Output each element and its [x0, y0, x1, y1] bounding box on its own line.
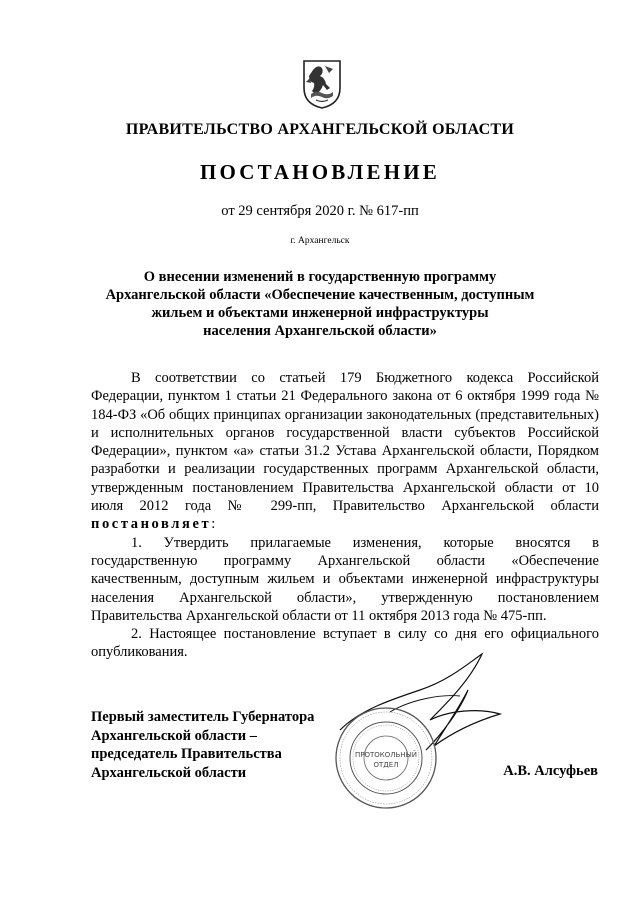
- signer-position-line: Архангельской области: [91, 764, 247, 781]
- organization-name: ПРАВИТЕЛЬСТВО АРХАНГЕЛЬСКОЙ ОБЛАСТИ: [125, 121, 515, 138]
- coat-of-arms-emblem: [301, 58, 343, 110]
- preamble-paragraph: [91, 369, 599, 534]
- seal-text: ОТДЕЛ: [373, 761, 399, 769]
- document-body: [91, 369, 599, 662]
- signer-position-line: председатель Правительства: [91, 746, 282, 762]
- clause-1-paragraph: 1. Утвердить прилагаемые изменения, которые вносятся в государственную программу Архангельской области «Обеспечение качественным, доступным жильем и объектами инженерной инфраструктуры населения Архангельской области», утвержденную постановлением Правительства Архангельской области от 11 октября 2013 года № 475-пп.: [91, 534, 599, 624]
- document-type: ПОСТАНОВЛЕНИЕ: [199, 160, 441, 184]
- title-line: населения Архангельской области»: [203, 323, 437, 339]
- title-line: жильем и объектами инженерной инфраструктуры: [151, 305, 489, 321]
- signer-name: А.В. Алсуфьев: [503, 763, 598, 779]
- clause-2-paragraph: 2. Настоящее постановление вступает в силу со дня его официального опубликования.: [91, 626, 599, 661]
- seal-text: ПРОТОКОЛЬНЫЙ: [354, 751, 418, 759]
- document-title: [80, 268, 560, 340]
- preamble-text: В соответствии со статьей 179 Бюджетного кодекса Российской Федерации, пунктом 1 статьи 21 Федерального закона от 6 октября 1999 года № 184-ФЗ «Об общих принципах организации законодательных (представительных) и исполнительных органов государственной власти субъектов Российской Федерации», пунктом «а» статьи 31.2 Устава Архангельской области, Порядком разработки и реализации государственных программ Архангельской области, утвержденным постановлением Правительства Архангельской области от 10 июля 2012 года № 299-пп, Правительство Архангельской области: [91, 370, 599, 515]
- preamble-end: :: [211, 516, 216, 533]
- official-seal-stamp: [334, 706, 438, 810]
- signer-position-line: Архангельской области –: [91, 727, 257, 744]
- document-city: г. Архангельск: [290, 236, 350, 246]
- title-line: О внесении изменений в государственную программу: [143, 269, 497, 285]
- title-line: Архангельской области «Обеспечение качественным, доступным: [105, 287, 535, 303]
- signer-position-line: Первый заместитель Губернатора: [91, 709, 315, 725]
- document-date-number: от 29 сентября 2020 г. № 617-пп: [221, 203, 419, 219]
- signer-position: [91, 708, 351, 782]
- resolution-keyword: постановляет: [91, 516, 212, 533]
